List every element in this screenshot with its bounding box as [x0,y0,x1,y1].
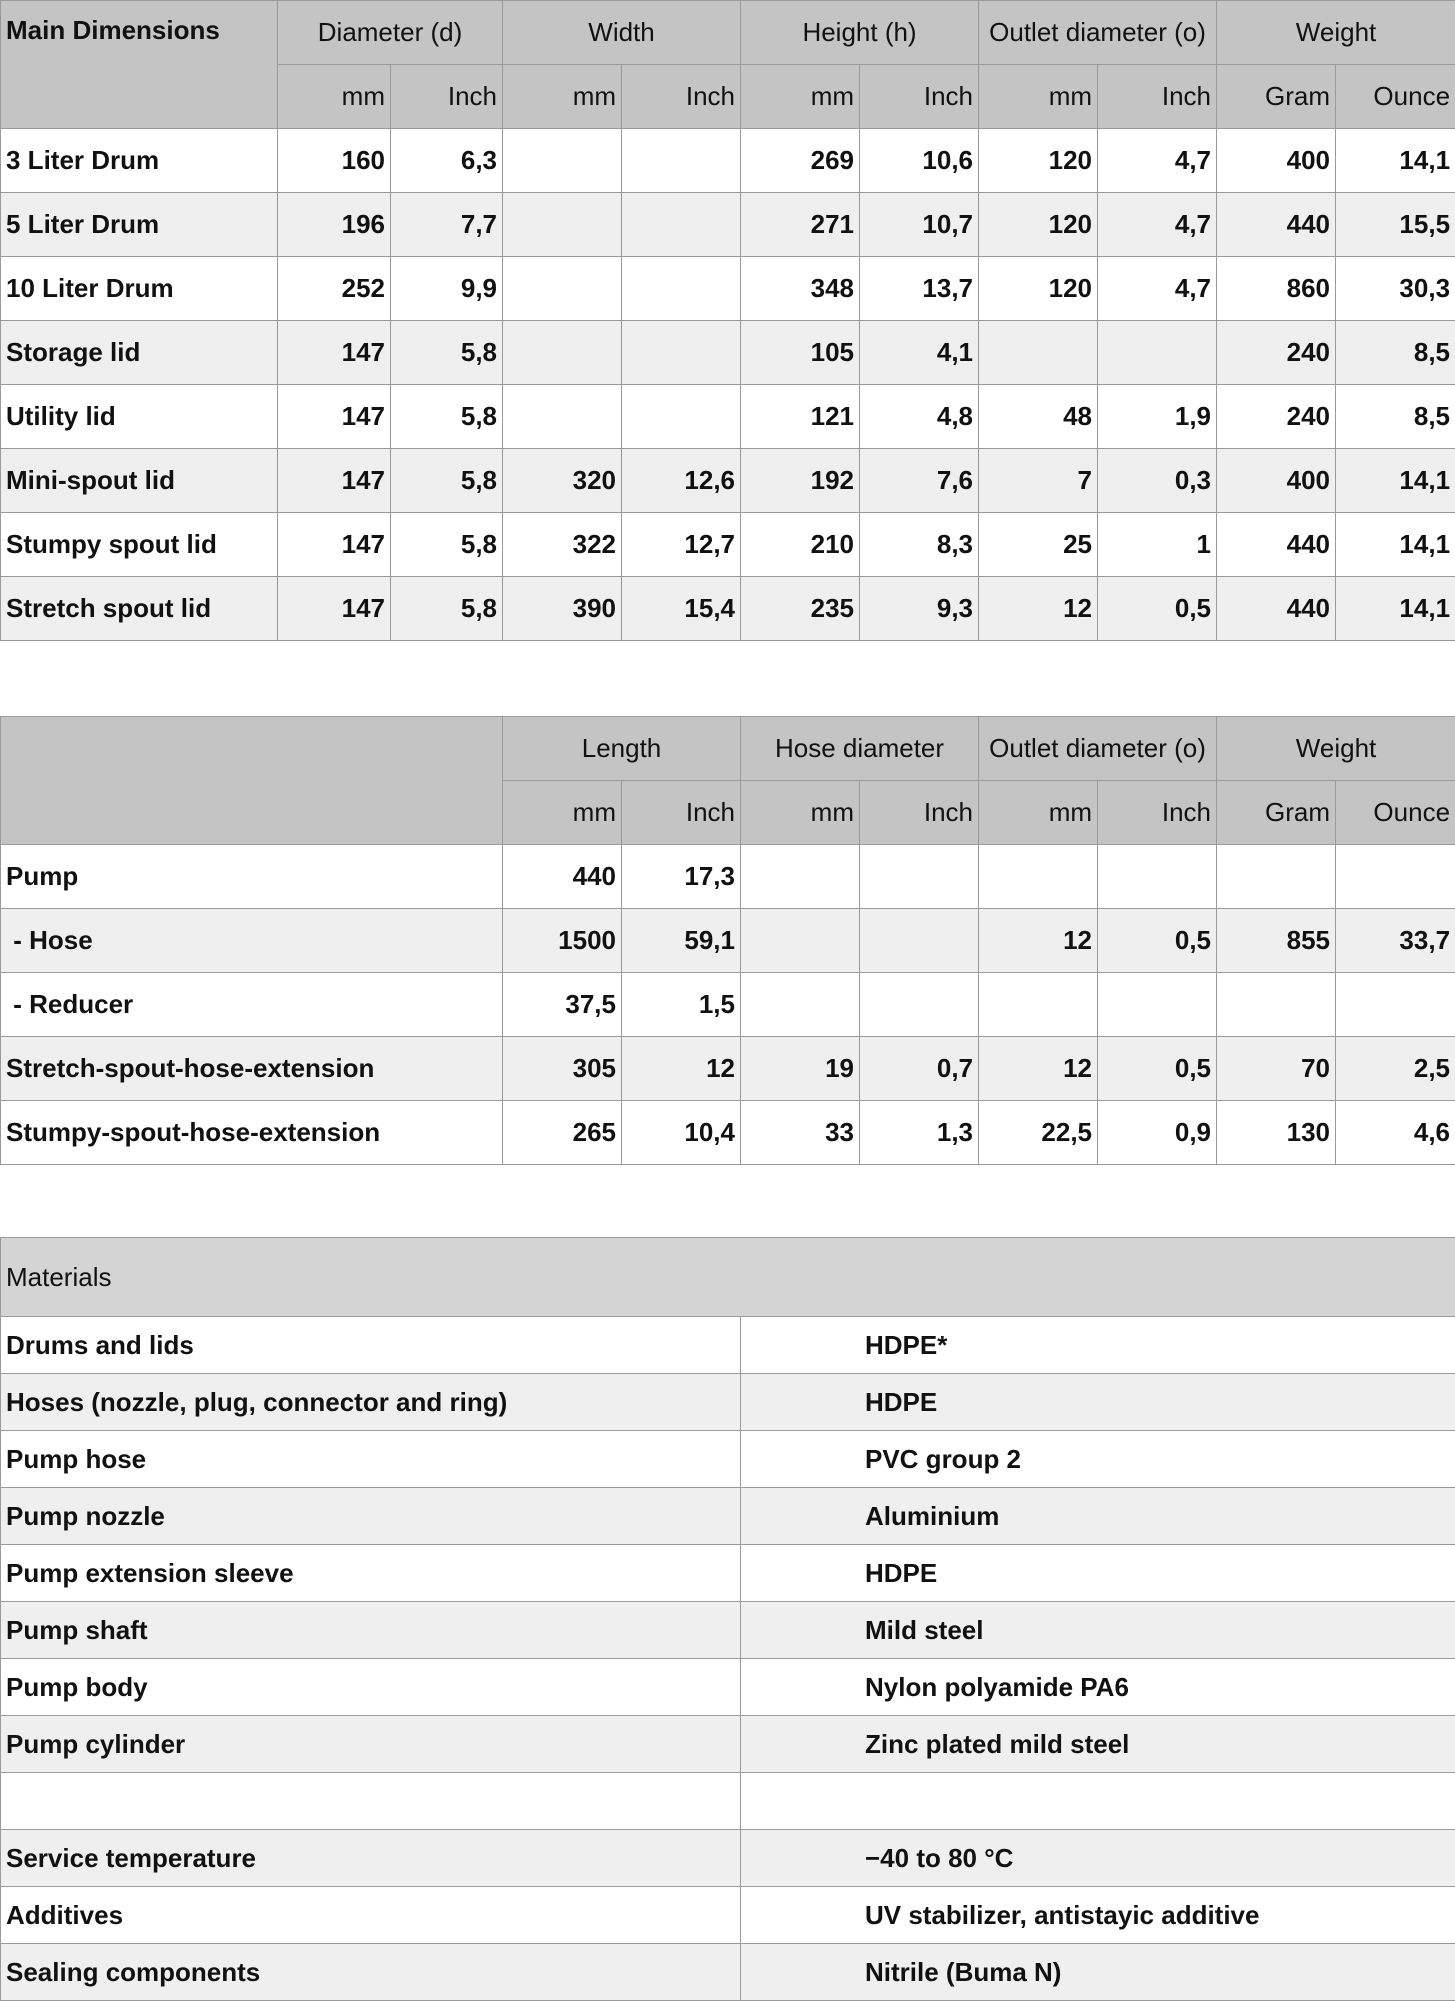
table-cell [622,193,741,257]
table-row [1,1037,1455,1101]
material-label: Pump shaft [1,1602,741,1659]
group-header: Height (h) [741,1,979,65]
table-cell: 121 [741,385,860,449]
table-cell: 7,6 [860,449,979,513]
material-label [1,1773,741,1830]
table-cell: 265 [503,1101,622,1165]
table-cell: 8,3 [860,513,979,577]
table-row [1,1101,1455,1165]
table-cell: 390 [503,577,622,641]
row-label: Storage lid [1,321,278,385]
table-cell: 147 [278,449,391,513]
table-cell: 12 [979,909,1098,973]
unit-header: Inch [622,65,741,129]
table-cell: 160 [278,129,391,193]
table-cell [622,385,741,449]
table-cell: 10,7 [860,193,979,257]
table-cell: 240 [1217,385,1336,449]
material-value: Aluminium [741,1488,1455,1545]
material-row [1,1944,1455,2001]
material-value: HDPE [741,1374,1455,1431]
table-cell: 235 [741,577,860,641]
unit-header: mm [503,781,622,845]
material-value: Mild steel [741,1602,1455,1659]
table-cell: 0,3 [1098,449,1217,513]
unit-header: mm [741,781,860,845]
table-cell: 0,7 [860,1037,979,1101]
table-cell: 4,1 [860,321,979,385]
table-cell: 0,5 [1098,577,1217,641]
row-label: Utility lid [1,385,278,449]
material-label: Hoses (nozzle, plug, connector and ring) [1,1374,741,1431]
row-label: Mini-spout lid [1,449,278,513]
unit-header: Inch [860,65,979,129]
group-header: Hose diameter [741,717,979,781]
table-cell: 130 [1217,1101,1336,1165]
material-row [1,1716,1455,1773]
table-cell: 14,1 [1336,577,1455,641]
table-cell: 305 [503,1037,622,1101]
table-cell: 14,1 [1336,129,1455,193]
material-value: Zinc plated mild steel [741,1716,1455,1773]
table-cell: 440 [503,845,622,909]
material-label: Sealing components [1,1944,741,2001]
table-cell: 12,7 [622,513,741,577]
group-header: Width [503,1,741,65]
table-cell: 348 [741,257,860,321]
table-cell: 322 [503,513,622,577]
table-cell: 0,5 [1098,909,1217,973]
main-dimensions-title: Main Dimensions [1,1,278,129]
table-cell [1336,845,1455,909]
table-cell: 1 [1098,513,1217,577]
unit-header: Ounce [1336,781,1455,845]
table-cell [979,845,1098,909]
table-cell [1098,321,1217,385]
material-label: Service temperature [1,1830,741,1887]
material-label: Pump nozzle [1,1488,741,1545]
row-label: Pump [1,845,503,909]
table-cell: 147 [278,513,391,577]
table-row [1,973,1455,1037]
table-cell: 12,6 [622,449,741,513]
table-cell: 147 [278,385,391,449]
table-cell: 48 [979,385,1098,449]
table-cell: 33 [741,1101,860,1165]
table-cell: 440 [1217,577,1336,641]
table-cell: 400 [1217,129,1336,193]
unit-header: mm [979,65,1098,129]
material-value: −40 to 80 °C [741,1830,1455,1887]
table-cell: 4,8 [860,385,979,449]
table-cell [1336,973,1455,1037]
table-cell [1217,973,1336,1037]
table-cell: 12 [622,1037,741,1101]
material-label: Additives [1,1887,741,1944]
table-cell: 13,7 [860,257,979,321]
table-cell: 15,5 [1336,193,1455,257]
table-cell: 120 [979,257,1098,321]
table-row [1,129,1455,193]
material-label: Pump body [1,1659,741,1716]
table-cell [741,973,860,1037]
table-cell: 10,4 [622,1101,741,1165]
table-cell: 192 [741,449,860,513]
group-header: Length [503,717,741,781]
table-cell: 320 [503,449,622,513]
table-cell: 19 [741,1037,860,1101]
table-cell: 9,3 [860,577,979,641]
material-value: PVC group 2 [741,1431,1455,1488]
table-cell: 0,5 [1098,1037,1217,1101]
material-row [1,1830,1455,1887]
material-label: Pump extension sleeve [1,1545,741,1602]
table-row [1,193,1455,257]
unit-header: Inch [1098,781,1217,845]
table-cell [503,321,622,385]
table-cell: 1500 [503,909,622,973]
unit-header: Gram [1217,781,1336,845]
unit-header: Inch [391,65,503,129]
table-cell [503,193,622,257]
table-row [1,385,1455,449]
table-cell [979,321,1098,385]
table-cell [1098,973,1217,1037]
table-cell: 271 [741,193,860,257]
table-cell: 147 [278,577,391,641]
table-cell: 0,9 [1098,1101,1217,1165]
unit-header: Ounce [1336,65,1455,129]
table-cell [503,129,622,193]
material-row [1,1317,1455,1374]
table-cell [622,129,741,193]
table-row [1,845,1455,909]
row-label: 5 Liter Drum [1,193,278,257]
unit-header: Inch [860,781,979,845]
material-row [1,1374,1455,1431]
unit-header: mm [278,65,391,129]
table-row [1,449,1455,513]
table-cell [860,973,979,1037]
table-cell: 269 [741,129,860,193]
table-cell: 440 [1217,513,1336,577]
table-cell: 15,4 [622,577,741,641]
unit-header: mm [741,65,860,129]
table-cell: 33,7 [1336,909,1455,973]
table-cell: 5,8 [391,449,503,513]
material-value: Nitrile (Buma N) [741,1944,1455,2001]
material-row [1,1773,1455,1830]
accessories-table [0,716,1455,1165]
table-cell: 120 [979,129,1098,193]
table-cell: 8,5 [1336,321,1455,385]
table-cell: 440 [1217,193,1336,257]
row-label: - Hose [1,909,503,973]
material-row [1,1887,1455,1944]
table-cell [622,321,741,385]
table-cell: 12 [979,1037,1098,1101]
materials-title: Materials [1,1238,1455,1317]
table-cell: 860 [1217,257,1336,321]
material-row [1,1659,1455,1716]
table-cell: 4,7 [1098,129,1217,193]
table-cell [503,257,622,321]
unit-header: Inch [1098,65,1217,129]
material-row [1,1488,1455,1545]
material-value: HDPE [741,1545,1455,1602]
table-cell: 14,1 [1336,513,1455,577]
material-row [1,1545,1455,1602]
unit-header: Gram [1217,65,1336,129]
row-label: Stumpy spout lid [1,513,278,577]
table-cell: 7,7 [391,193,503,257]
table-cell: 10,6 [860,129,979,193]
table-cell: 8,5 [1336,385,1455,449]
row-label: 10 Liter Drum [1,257,278,321]
unit-header: Inch [622,781,741,845]
table-cell [622,257,741,321]
material-value [741,1773,1455,1830]
material-value: UV stabilizer, antistayic additive [741,1887,1455,1944]
table-cell: 210 [741,513,860,577]
table-cell [979,973,1098,1037]
table-cell: 5,8 [391,577,503,641]
table-cell: 1,9 [1098,385,1217,449]
group-header: Outlet diameter (o) [979,1,1217,65]
material-row [1,1602,1455,1659]
table-cell: 4,7 [1098,193,1217,257]
materials-table [0,1237,1455,2001]
table-cell: 25 [979,513,1098,577]
table-cell: 5,8 [391,513,503,577]
table-cell: 12 [979,577,1098,641]
material-label: Drums and lids [1,1317,741,1374]
table-cell: 4,6 [1336,1101,1455,1165]
row-label: 3 Liter Drum [1,129,278,193]
group-header: Weight [1217,717,1455,781]
table-cell: 14,1 [1336,449,1455,513]
row-label: Stretch-spout-hose-extension [1,1037,503,1101]
table-cell [741,845,860,909]
table-row [1,257,1455,321]
material-value: HDPE* [741,1317,1455,1374]
table-cell: 5,8 [391,385,503,449]
table-cell: 196 [278,193,391,257]
unit-header: mm [979,781,1098,845]
table-cell: 59,1 [622,909,741,973]
table-cell: 1,5 [622,973,741,1037]
table-cell: 120 [979,193,1098,257]
table-cell [860,845,979,909]
table-cell: 30,3 [1336,257,1455,321]
table-row [1,909,1455,973]
table-cell: 4,7 [1098,257,1217,321]
material-label: Pump hose [1,1431,741,1488]
material-row [1,1431,1455,1488]
group-header: Weight [1217,1,1455,65]
row-label: - Reducer [1,973,503,1037]
table-cell: 9,9 [391,257,503,321]
group-header: Outlet diameter (o) [979,717,1217,781]
table-cell: 7 [979,449,1098,513]
table-cell: 240 [1217,321,1336,385]
table-cell [741,909,860,973]
table-cell: 37,5 [503,973,622,1037]
table-cell: 855 [1217,909,1336,973]
table-cell: 400 [1217,449,1336,513]
table-cell: 6,3 [391,129,503,193]
table-cell: 105 [741,321,860,385]
table-cell: 147 [278,321,391,385]
accessories-corner [1,717,503,845]
table-cell: 2,5 [1336,1037,1455,1101]
table-cell: 5,8 [391,321,503,385]
row-label: Stretch spout lid [1,577,278,641]
table-cell: 22,5 [979,1101,1098,1165]
table-row [1,513,1455,577]
table-cell [503,385,622,449]
table-cell [860,909,979,973]
table-cell [1217,845,1336,909]
table-cell [1098,845,1217,909]
group-header: Diameter (d) [278,1,503,65]
unit-header: mm [503,65,622,129]
dimensions-table [0,0,1455,641]
table-row [1,321,1455,385]
row-label: Stumpy-spout-hose-extension [1,1101,503,1165]
table-row [1,577,1455,641]
material-label: Pump cylinder [1,1716,741,1773]
table-cell: 17,3 [622,845,741,909]
table-cell: 252 [278,257,391,321]
material-value: Nylon polyamide PA6 [741,1659,1455,1716]
table-cell: 70 [1217,1037,1336,1101]
table-cell: 1,3 [860,1101,979,1165]
